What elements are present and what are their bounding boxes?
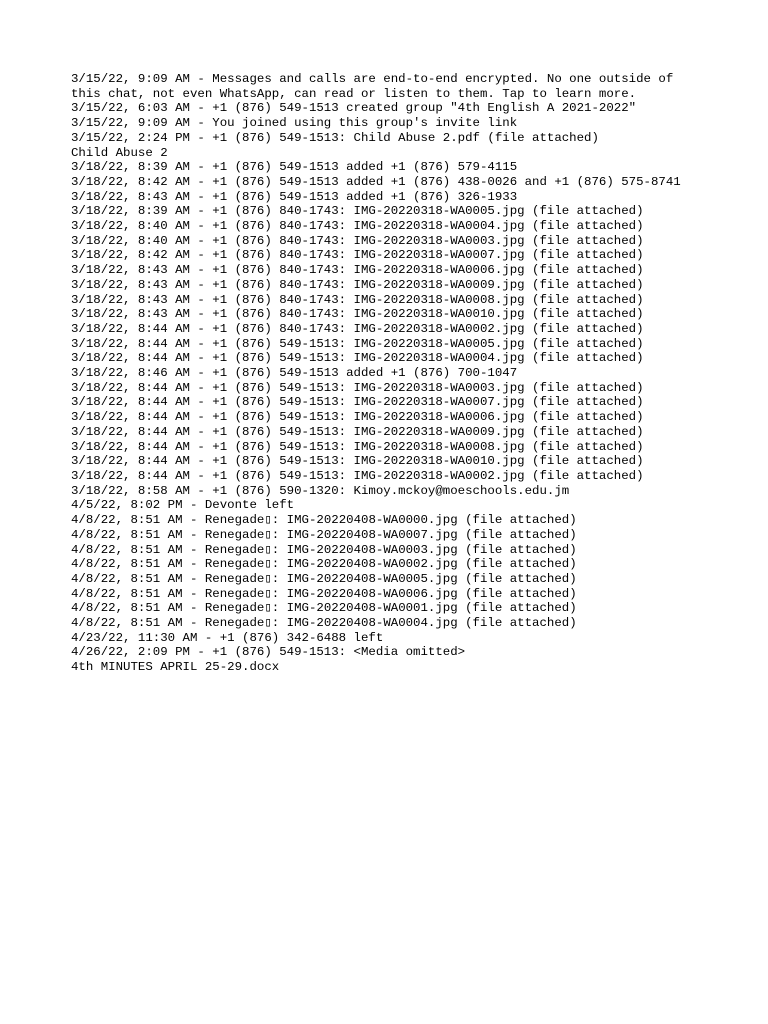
text-line: 3/18/22, 8:43 AM - +1 (876) 840-1743: IMG-20220318-WA0006.jpg (file attached) <box>71 263 644 278</box>
text-line: 3/18/22, 8:42 AM - +1 (876) 840-1743: IMG-20220318-WA0007.jpg (file attached) <box>71 248 644 263</box>
text-line: 3/18/22, 8:44 AM - +1 (876) 549-1513: IMG-20220318-WA0008.jpg (file attached) <box>71 439 644 454</box>
text-line: 4/23/22, 11:30 AM - +1 (876) 342-6488 left <box>71 630 384 645</box>
text-line: 4/8/22, 8:51 AM - Renegade▯: IMG-20220408-WA0002.jpg (file attached) <box>71 557 577 572</box>
text-line: 3/18/22, 8:39 AM - +1 (876) 840-1743: IMG-20220318-WA0005.jpg (file attached) <box>71 204 644 219</box>
text-line: 3/18/22, 8:39 AM - +1 (876) 549-1513 added +1 (876) 579-4115 <box>71 160 518 175</box>
text-line: 4/8/22, 8:51 AM - Renegade▯: IMG-20220408-WA0003.jpg (file attached) <box>71 542 577 557</box>
text-line: 3/18/22, 8:44 AM - +1 (876) 549-1513: IMG-20220318-WA0004.jpg (file attached) <box>71 351 644 366</box>
text-line: 4/8/22, 8:51 AM - Renegade▯: IMG-20220408-WA0004.jpg (file attached) <box>71 616 577 631</box>
text-line: 3/18/22, 8:43 AM - +1 (876) 840-1743: IMG-20220318-WA0010.jpg (file attached) <box>71 307 644 322</box>
text-line: 3/18/22, 8:40 AM - +1 (876) 840-1743: IMG-20220318-WA0004.jpg (file attached) <box>71 219 644 234</box>
text-line: 4/8/22, 8:51 AM - Renegade▯: IMG-20220408-WA0005.jpg (file attached) <box>71 571 577 586</box>
text-line: 4/8/22, 8:51 AM - Renegade▯: IMG-20220408-WA0000.jpg (file attached) <box>71 513 577 528</box>
text-line: 3/18/22, 8:43 AM - +1 (876) 840-1743: IMG-20220318-WA0008.jpg (file attached) <box>71 292 644 307</box>
text-line: 3/18/22, 8:44 AM - +1 (876) 549-1513: IMG-20220318-WA0005.jpg (file attached) <box>71 336 644 351</box>
text-line: 3/18/22, 8:43 AM - +1 (876) 549-1513 added +1 (876) 326-1933 <box>71 189 518 204</box>
text-line: 3/18/22, 8:58 AM - +1 (876) 590-1320: Kimoy.mckoy@moeschools.edu.jm <box>71 483 570 498</box>
text-line: 3/15/22, 6:03 AM - +1 (876) 549-1513 created group "4th English A 2021-2022" <box>71 101 637 116</box>
text-line: 3/15/22, 2:24 PM - +1 (876) 549-1513: Child Abuse 2.pdf (file attached) <box>71 130 599 145</box>
text-line: 3/18/22, 8:44 AM - +1 (876) 840-1743: IMG-20220318-WA0002.jpg (file attached) <box>71 321 644 336</box>
text-line: 4/8/22, 8:51 AM - Renegade▯: IMG-20220408-WA0007.jpg (file attached) <box>71 527 577 542</box>
text-line: 3/18/22, 8:44 AM - +1 (876) 549-1513: IMG-20220318-WA0010.jpg (file attached) <box>71 454 644 469</box>
text-line: 3/15/22, 9:09 AM - You joined using this group's invite link <box>71 116 518 131</box>
text-line: 4/8/22, 8:51 AM - Renegade▯: IMG-20220408-WA0006.jpg (file attached) <box>71 586 577 601</box>
text-line: 3/18/22, 8:42 AM - +1 (876) 549-1513 added +1 (876) 438-0026 and +1 (876) 575-8741 <box>71 174 681 189</box>
text-line: 3/18/22, 8:44 AM - +1 (876) 549-1513: IMG-20220318-WA0002.jpg (file attached) <box>71 468 644 483</box>
text-line: 3/18/22, 8:46 AM - +1 (876) 549-1513 added +1 (876) 700-1047 <box>71 366 518 381</box>
text-line: 3/15/22, 9:09 AM - Messages and calls are end-to-end encrypted. No one outside of <box>71 72 674 86</box>
text-line: 3/18/22, 8:44 AM - +1 (876) 549-1513: IMG-20220318-WA0009.jpg (file attached) <box>71 424 644 439</box>
text-line: 3/18/22, 8:40 AM - +1 (876) 840-1743: IMG-20220318-WA0003.jpg (file attached) <box>71 233 644 248</box>
text-line: 4/5/22, 8:02 PM - Devonte left <box>71 498 295 513</box>
chat-export-text <box>71 72 761 675</box>
text-line: 4/26/22, 2:09 PM - +1 (876) 549-1513: <Media omitted> <box>71 645 466 660</box>
text-line: 3/18/22, 8:44 AM - +1 (876) 549-1513: IMG-20220318-WA0007.jpg (file attached) <box>71 395 644 410</box>
text-line: 4/8/22, 8:51 AM - Renegade▯: IMG-20220408-WA0001.jpg (file attached) <box>71 601 577 616</box>
text-line: 4th MINUTES APRIL 25-29.docx <box>71 660 280 675</box>
text-line: Child Abuse 2 <box>71 145 168 160</box>
text-line: this chat, not even WhatsApp, can read or listen to them. Tap to learn more. <box>71 86 637 101</box>
text-line: 3/18/22, 8:44 AM - +1 (876) 549-1513: IMG-20220318-WA0003.jpg (file attached) <box>71 380 644 395</box>
text-line: 3/18/22, 8:43 AM - +1 (876) 840-1743: IMG-20220318-WA0009.jpg (file attached) <box>71 277 644 292</box>
text-line: 3/18/22, 8:44 AM - +1 (876) 549-1513: IMG-20220318-WA0006.jpg (file attached) <box>71 410 644 425</box>
